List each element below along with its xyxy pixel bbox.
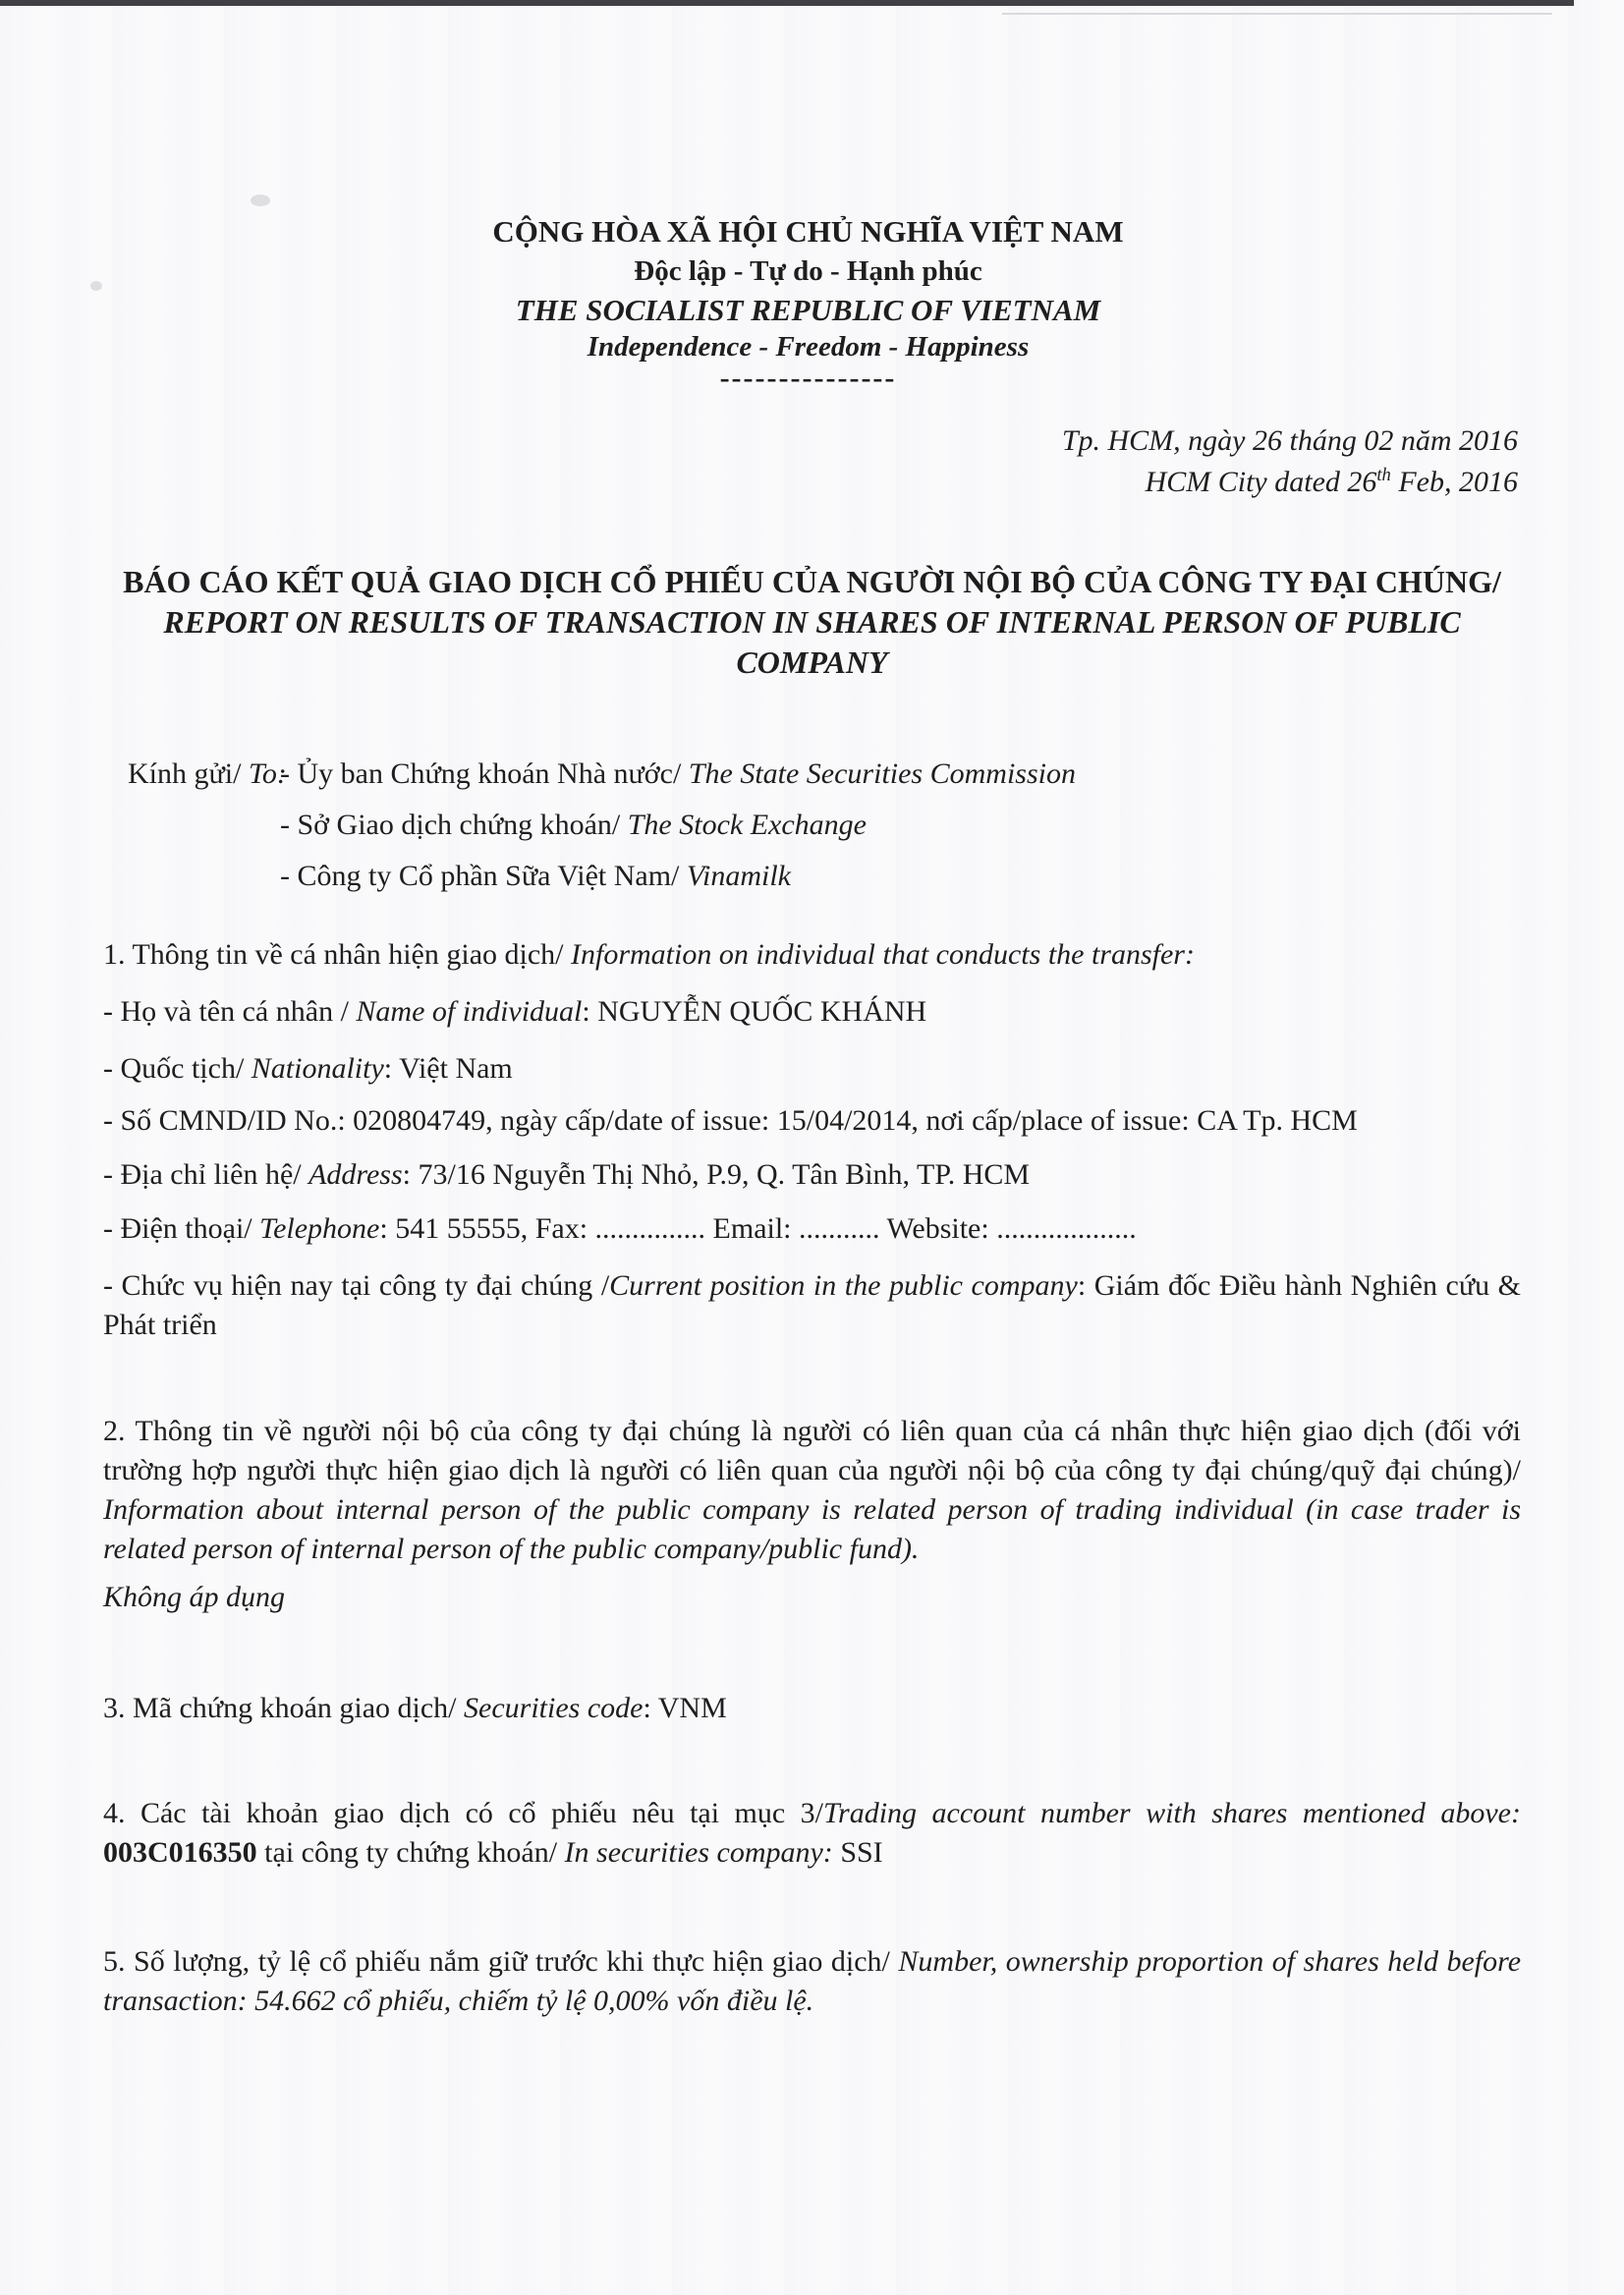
section2-paragraph: 2. Thông tin về người nội bộ của công ty đại chúng là người có liên quan của cá nhân thực hiện giao dịch (đối với trường hợp người thực hiện giao dịch là người có liên quan của người nội bộ của công ty đại chúng/quỹ đại chúng)/ Information about internal person of the public company is related person of trading individual (in case trader is related person of internal person of the public company/public fund). (103, 1415, 1521, 1565)
field-telephone: - Điện thoại/ Telephone: 541 55555, Fax: ............... Email: ........... Website: ................... (103, 1212, 1137, 1245)
document-title (103, 562, 1521, 683)
date-block (98, 420, 1518, 503)
recipients-label: Kính gửi/ To: (128, 757, 287, 790)
recipient-item: - Sở Giao dịch chứng khoán/ The Stock Exchange (280, 809, 867, 841)
ordinal-superscript: th (1376, 465, 1391, 485)
field-name: - Họ và tên cá nhân / Name of individual: NGUYỄN QUỐC KHÁNH (103, 995, 927, 1028)
field-id-number: - Số CMND/ID No.: 020804749, ngày cấp/date of issue: 15/04/2014, nơi cấp/place of issue: CA Tp. HCM (103, 1104, 1358, 1137)
section2-note: Không áp dụng (103, 1581, 286, 1613)
date-line-vi: Tp. HCM, ngày 26 tháng 02 năm 2016 (1061, 424, 1518, 457)
date-line-en: HCM City dated 26th Feb, 2016 (1145, 465, 1518, 498)
scan-edge-line (0, 0, 1574, 6)
national-motto-en: Independence - Freedom - Happiness (587, 331, 1030, 363)
field-address: - Địa chỉ liên hệ/ Address: 73/16 Nguyễn Thị Nhỏ, P.9, Q. Tân Bình, TP. HCM (103, 1158, 1031, 1191)
section3-line: 3. Mã chứng khoán giao dịch/ Securities code: VNM (103, 1692, 727, 1724)
recipient-item: - Công ty Cổ phần Sữa Việt Nam/ Vinamilk (280, 860, 791, 892)
recipients-list (280, 749, 1518, 902)
document-title-vi: BÁO CÁO KẾT QUẢ GIAO DỊCH CỔ PHIẾU CỦA NGƯỜI NỘI BỘ CỦA CÔNG TY ĐẠI CHÚNG/ (123, 564, 1501, 599)
field-nationality: - Quốc tịch/ Nationality: Việt Nam (103, 1052, 513, 1085)
section4-paragraph: 4. Các tài khoản giao dịch có cổ phiếu nêu tại mục 3/Trading account number with shares mentioned above: 003C016350 tại công ty chứng khoán/ In securities company: SSI (103, 1797, 1522, 1869)
national-title-en: THE SOCIALIST REPUBLIC OF VIETNAM (515, 293, 1101, 327)
national-motto-vi: Độc lập - Tự do - Hạnh phúc (634, 255, 982, 287)
section1-heading: 1. Thông tin về cá nhân hiện giao dịch/ Information on individual that conducts the transfer: (103, 938, 1195, 971)
recipient-item: - Ủy ban Chứng khoán Nhà nước/ The State Securities Commission (280, 757, 1076, 790)
header-separator: --------------- (719, 362, 897, 394)
field-position: - Chức vụ hiện nay tại công ty đại chúng /Current position in the public company: Giám đốc Điều hành Nghiên cứu & Phát triển (103, 1269, 1521, 1341)
document-title-en: REPORT ON RESULTS OF TRANSACTION IN SHARES OF INTERNAL PERSON OF PUBLIC COMPANY (163, 604, 1461, 680)
section5-paragraph: 5. Số lượng, tỷ lệ cổ phiếu nắm giữ trước khi thực hiện giao dịch/ Number, ownership proportion of shares held before transaction: 54.662 cổ phiếu, chiếm tỷ lệ 0,00% vốn điều lệ. (103, 1945, 1522, 2017)
national-title-vi: CỘNG HÒA XÃ HỘI CHỦ NGHĨA VIỆT NAM (492, 214, 1124, 249)
scan-speck (251, 195, 270, 206)
scan-edge-faint-line (1002, 13, 1552, 15)
trading-account-number: 003C016350 (103, 1836, 257, 1869)
